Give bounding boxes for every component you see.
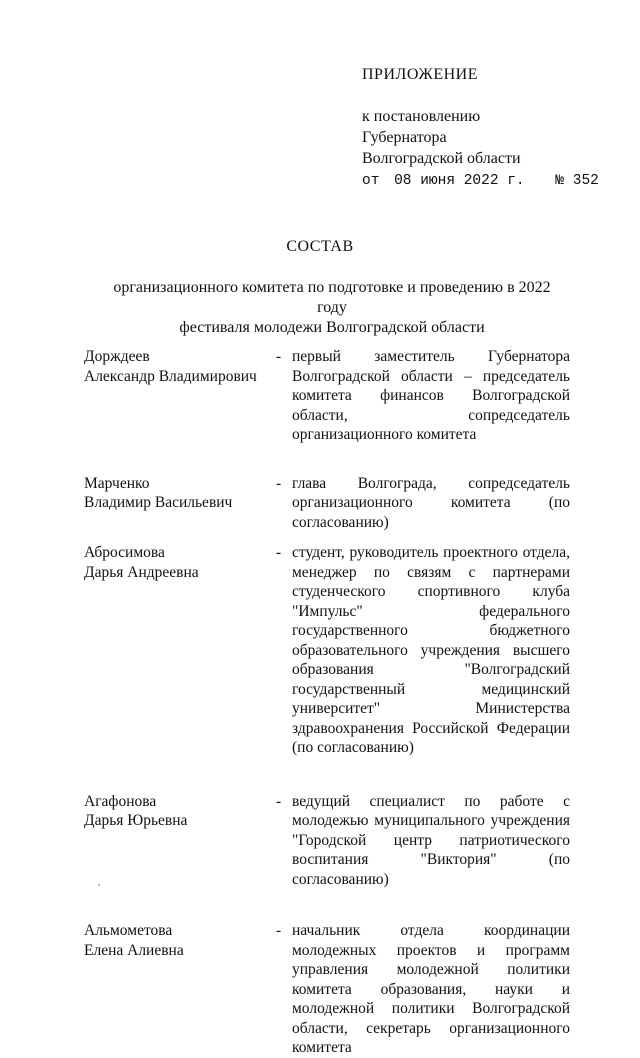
decree-number: 352 [572,173,599,189]
member-role: ведущий специалист по работе с молодежью муниципального учреждения "Городской центр патриотического воспитания "Виктория" (по согласованию) [292,792,570,888]
member-role: глава Волгограда, сопредседатель организационного комитета (по согласованию) [292,474,570,531]
member-name [84,543,264,582]
document-heading: СОСТАВ [286,238,354,255]
member-given-name: Елена Алиевна [84,941,184,959]
appendix-title: ПРИЛОЖЕНИЕ [362,66,479,83]
member-name [84,474,264,513]
member-entry [84,347,570,445]
member-dash: - [276,348,282,365]
committee-members-list [84,347,570,1058]
scan-speck [98,884,100,886]
member-given-name: Дарья Юрьевна [84,812,188,829]
decree-date: 08 июня 2022 г. [394,173,525,189]
member-dash: - [276,474,282,492]
member-role: начальник отдела координации молодежных проектов и программ управления молодежной политики комитета образования, науки и молодежной политики Волгоградской области, секретарь организационного комитета [292,922,570,1056]
member-surname: Агафонова [84,792,157,810]
member-dash: - [276,922,282,939]
decree-prefix: от [362,173,380,189]
member-entry [84,543,570,758]
member-entry [84,474,570,533]
decree-date-number [362,173,599,189]
member-surname: Дорждеев [84,348,150,365]
appendix-block [362,64,521,169]
member-surname: Абросимова [84,544,165,561]
member-entry [84,921,570,1058]
member-name [84,921,264,960]
member-surname: Альмометова [84,922,173,939]
appendix-ref-line-3: Волгоградской области [362,150,521,167]
appendix-ref-line-2: Губернатора [362,129,447,146]
member-dash: - [276,792,282,810]
member-name [84,347,264,386]
appendix-ref-line-1: к постановлению [362,108,481,125]
subheading-line-1: организационного комитета по подготовке и проведению в 2022 году [113,279,551,316]
member-given-name: Дарья Андреевна [84,563,199,581]
subheading-line-2: фестиваля молодежи Волгоградской области [179,319,485,336]
member-entry [84,792,570,890]
member-given-name: Владимир Васильевич [84,494,233,511]
member-dash: - [276,544,282,561]
document-subheading [100,278,564,338]
member-role: студент, руководитель проектного отдела, менеджер по связям с партнерами студенческого спортивного клуба "Импульс" федерального государственного бюджетного образовательного учреждения высшего образования "Волгоградский государственный медицинский университет" Министерства здравоохранения Российской Федерации (по согласованию) [292,544,570,756]
decree-number-sign: № [555,173,565,189]
member-given-name: Александр Владимирович [84,367,257,385]
member-role: первый заместитель Губернатора Волгоградской области – председатель комитета финансов Волгоградской области, сопредседатель организационного комитета [292,348,570,443]
member-name [84,792,264,831]
member-surname: Марченко [84,474,150,492]
